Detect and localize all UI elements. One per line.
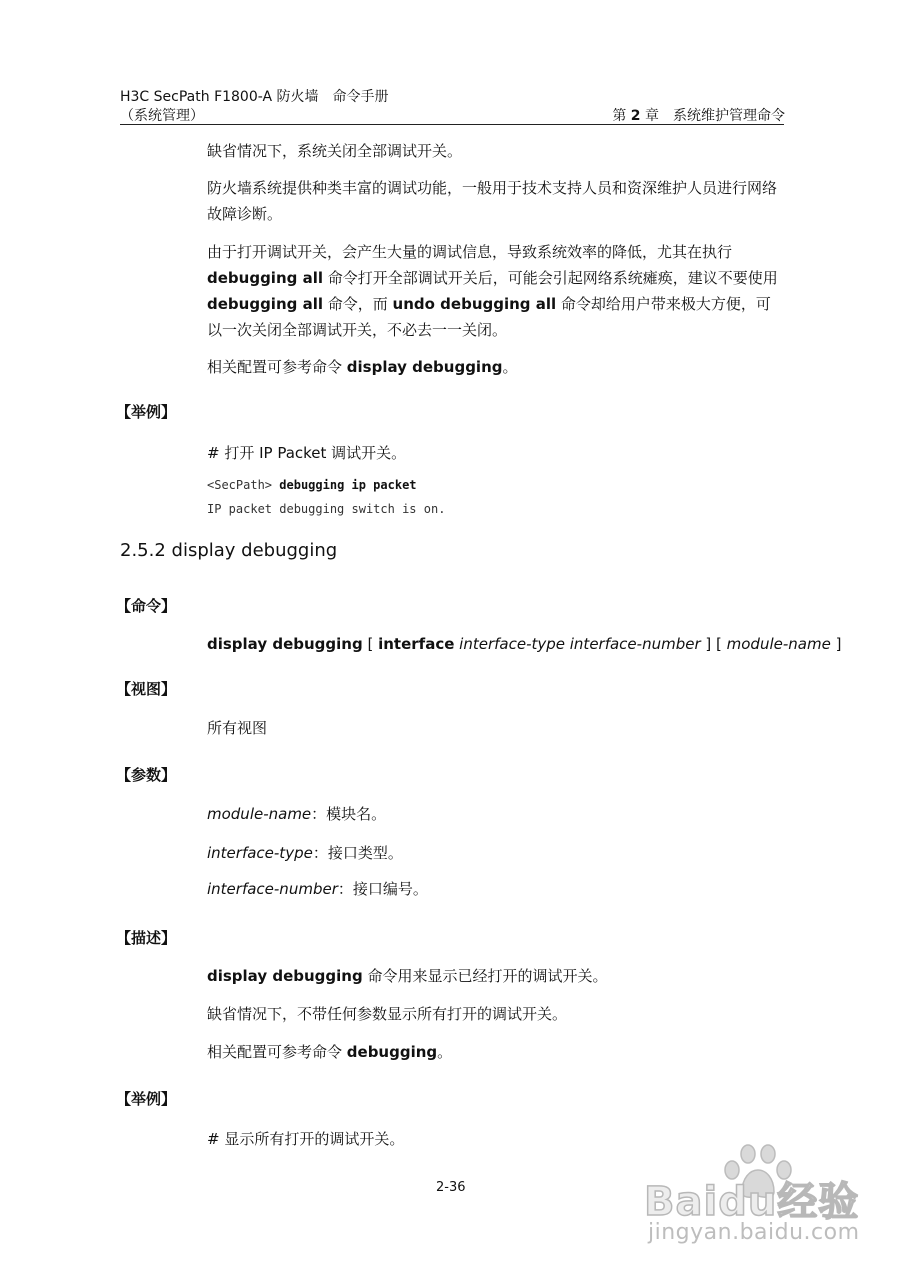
intro-paragraph-4 [207,354,518,380]
description-p3-text-2: 。 [437,1043,453,1061]
keyword-display-debugging: display debugging [346,358,503,376]
syntax-display-debugging: display debugging [207,635,363,653]
keyword-debugging-all-2: debugging all [207,295,323,313]
param-name: module-name [207,805,312,823]
params-heading: 【参数】 [116,766,177,784]
intro-p3-text-4: 命令却给用户带来极大方便，可以一次关闭全部调试开关，不必去一一关闭。 [207,295,771,339]
param-name: interface-number [207,880,338,898]
param-desc: ：接口类型。 [312,844,403,862]
example-2-description: # 显示所有打开的调试开关。 [207,1130,405,1148]
chapter-number: 2 [630,108,641,124]
chapter-prefix: 第 [612,108,627,124]
chapter-title: 章 系统维护管理命令 [645,108,785,124]
param-desc: ：模块名。 [311,805,387,823]
syntax-interface: interface [378,635,455,653]
watermark-url: jingyan.baidu.com [648,1220,860,1245]
description-heading: 【描述】 [116,929,177,947]
description-p1-text: 命令用来显示已经打开的调试开关。 [362,967,608,985]
keyword-debugging: debugging [346,1043,438,1061]
example-heading-2: 【举例】 [116,1090,177,1108]
intro-p4-text-1: 相关配置可参考命令 [207,358,347,376]
section-title: 2.5.2 display debugging [120,540,338,561]
view-text: 所有视图 [207,719,268,737]
param-name: interface-type [207,844,313,862]
param-desc: ：接口编号。 [337,880,428,898]
description-p3-text-1: 相关配置可参考命令 [207,1043,347,1061]
command-heading: 【命令】 [116,597,177,615]
keyword-display-debugging: display debugging [207,967,363,985]
header-subtitle: （系统管理） [120,108,204,124]
header-chapter [612,105,785,125]
intro-p3-text-1: 由于打开调试开关，会产生大量的调试信息，导致系统效率的降低，尤其在执行 [207,243,733,261]
syntax-interface-args: interface-type interface-number [459,635,701,653]
intro-p3-text-3: 命令，而 [323,295,393,313]
syntax-text-1: [ [362,635,379,653]
code-prompt: <SecPath> [207,478,273,492]
example-1-code-output: IP packet debugging switch is on. [207,502,446,516]
param-item-interface-number [207,876,428,902]
example-1-code-command [207,478,417,492]
command-syntax [207,631,841,657]
description-paragraph-2: 缺省情况下，不带任何参数显示所有打开的调试开关。 [207,1005,568,1023]
param-item-interface-type [207,840,403,866]
header-rule [120,124,784,125]
intro-paragraph-1: 缺省情况下，系统关闭全部调试开关。 [207,142,463,160]
syntax-text-3: ] [ [700,635,727,653]
syntax-text-4: ] [830,635,842,653]
intro-paragraph-3 [207,239,785,343]
keyword-debugging-all: debugging all [207,269,323,287]
intro-paragraph-2: 防火墙系统提供种类丰富的调试功能，一般用于技术支持人员和资深维护人员进行网络故障诊断。 [207,179,778,223]
description-paragraph-3 [207,1039,452,1065]
param-item-module-name [207,801,386,827]
keyword-undo-debugging-all: undo debugging all [392,295,557,313]
code-command: debugging ip packet [279,478,417,492]
watermark [642,1140,872,1250]
example-1-description: # 打开 IP Packet 调试开关。 [207,444,407,462]
intro-p3-text-2: 命令打开全部调试开关后，可能会引起网络系统瘫痪，建议不要使用 [323,269,778,287]
example-heading-1: 【举例】 [116,403,177,421]
view-heading: 【视图】 [116,680,177,698]
syntax-module-name: module-name [726,635,831,653]
intro-p4-text-2: 。 [502,358,518,376]
page-number: 2-36 [436,1180,466,1195]
watermark-brand: Baidu经验 [644,1179,860,1225]
description-paragraph-1 [207,963,608,989]
header-title: H3C SecPath F1800-A 防火墙 命令手册 [120,89,389,105]
